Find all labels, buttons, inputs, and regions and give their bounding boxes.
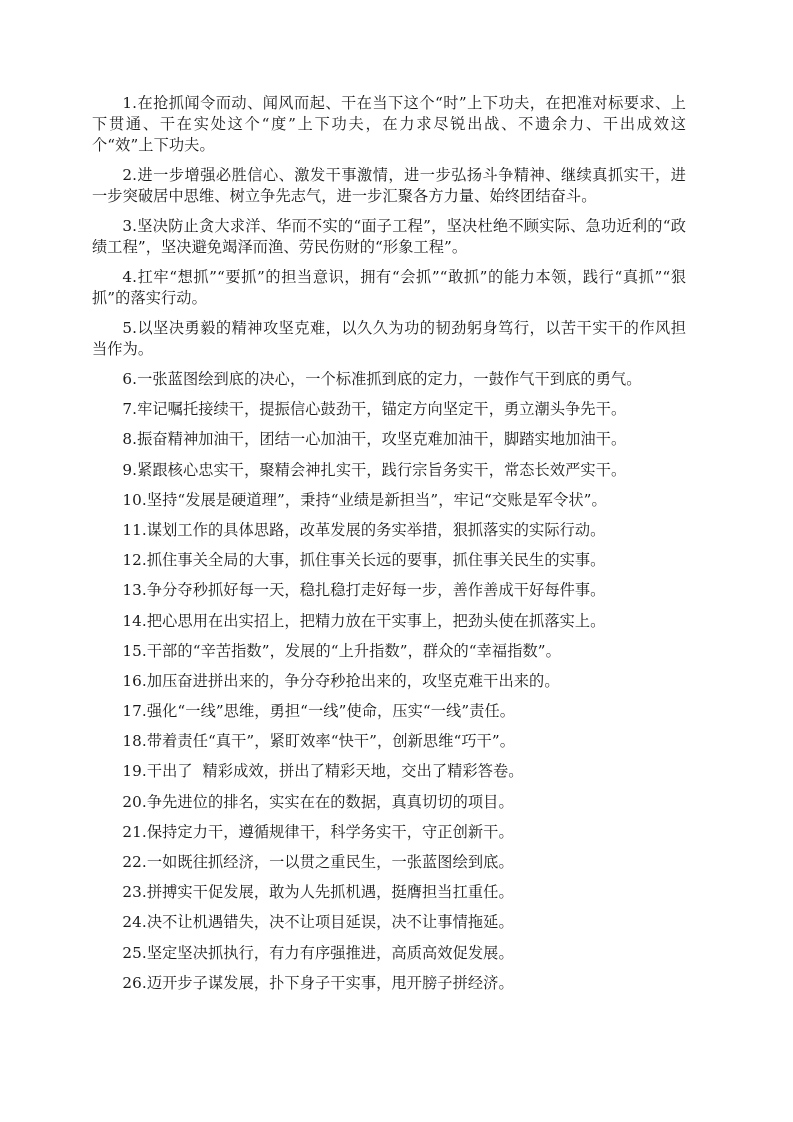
list-item: 20.争先进位的排名，实实在在的数据，真真切切的项目。 [122, 792, 514, 811]
list-item: 23.拼搏实干促发展，敢为人先抓机遇，挺膺担当扛重任。 [122, 883, 514, 902]
list-item: 24.决不让机遇错失，决不让项目延误，决不让事情拖延。 [122, 913, 514, 932]
list-item: 22.一如既往抓经济，一以贯之重民生，一张蓝图绘到底。 [122, 853, 514, 871]
list-item: 3.坚决防止贪大求洋、华而不实的“面子工程”，坚决杜绝不顾实际、急功近利的“政绩工程”，坚决避免竭泽而渔、劳民伤财的“形象工程”。 [92, 217, 686, 256]
list-item: 25.坚定坚决抓执行，有力有序强推进，高质高效促发展。 [122, 943, 514, 962]
list-item: 8.振奋精神加油干，团结一心加油干，攻坚克难加油干，脚踏实地加油干。 [122, 430, 627, 449]
list-item: 16.加压奋进拼出来的，争分夺秒抢出来的，攻坚克难干出来的。 [122, 671, 560, 690]
list-item: 1.在抢抓闻令而动、闻风而起、干在当下这个“时”上下功夫，在把准对标要求、上下贯通、干在实处这个“度”上下功夫，在力求尽锐出战、不遗余力、干出成效这个“效”上下功夫。 [92, 94, 686, 154]
list-item: 26.迈开步子谋发展，扑下身子干实事，甩开膀子拼经济。 [122, 973, 514, 992]
list-item: 14.把心思用在出实招上，把精力放在干实事上，把劲头使在抓落实上。 [122, 611, 606, 630]
list-item: 6.一张蓝图绘到底的决心，一个标准抓到底的定力，一鼓作气干到底的勇气。 [122, 370, 642, 388]
list-item: 18.带着责任“真干”，紧盯效率“快干”，创新思维“巧干”。 [122, 732, 516, 751]
list-item: 9.紧跟核心忠实干，聚精会神扎实干，践行宗旨务实干，常态长效严实干。 [122, 460, 627, 479]
list-item: 19.干出了 精彩成效，拼出了精彩天地，交出了精彩答卷。 [122, 762, 524, 781]
list-item: 21.保持定力干，遵循规律干，科学务实干，守正创新干。 [122, 822, 514, 841]
list-item: 12.抓住事关全局的大事，抓住事关长远的要事，抓住事关民生的实事。 [122, 551, 606, 570]
list-item: 4.扛牢“想抓”“要抓”的担当意识，拥有“会抓”“敢抓”的能力本领，践行“真抓”“狠抓”的落实行动。 [92, 268, 686, 307]
list-item: 5.以坚决勇毅的精神攻坚克难，以久久为功的韧劲躬身笃行，以苦干实干的作风担当作为。 [92, 319, 686, 358]
document-body [92, 93, 686, 1003]
list-item: 2.进一步增强必胜信心、激发干事激情，进一步弘扬斗争精神、继续真抓实干，进一步突破居中思维、树立争先志气，进一步汇聚各方力量、始终团结奋斗。 [92, 166, 686, 205]
list-item: 11.谋划工作的具体思路，改革发展的务实举措，狠抓落实的实际行动。 [122, 520, 606, 539]
list-item: 7.牢记嘱托接续干，提振信心鼓劲干，锚定方向坚定干，勇立潮头争先干。 [122, 400, 627, 419]
list-item: 13.争分夺秒抓好每一天，稳扎稳打走好每一步，善作善成干好每件事。 [122, 581, 606, 600]
list-item: 17.强化“一线”思维，勇担“一线”使命，压实“一线”责任。 [122, 702, 516, 721]
list-item: 15.干部的“辛苦指数”，发展的“上升指数”，群众的“幸福指数”。 [122, 641, 561, 660]
list-item: 10.坚持“发展是硬道理”，秉持“业绩是新担当”，牢记“交账是军令状”。 [122, 490, 607, 509]
